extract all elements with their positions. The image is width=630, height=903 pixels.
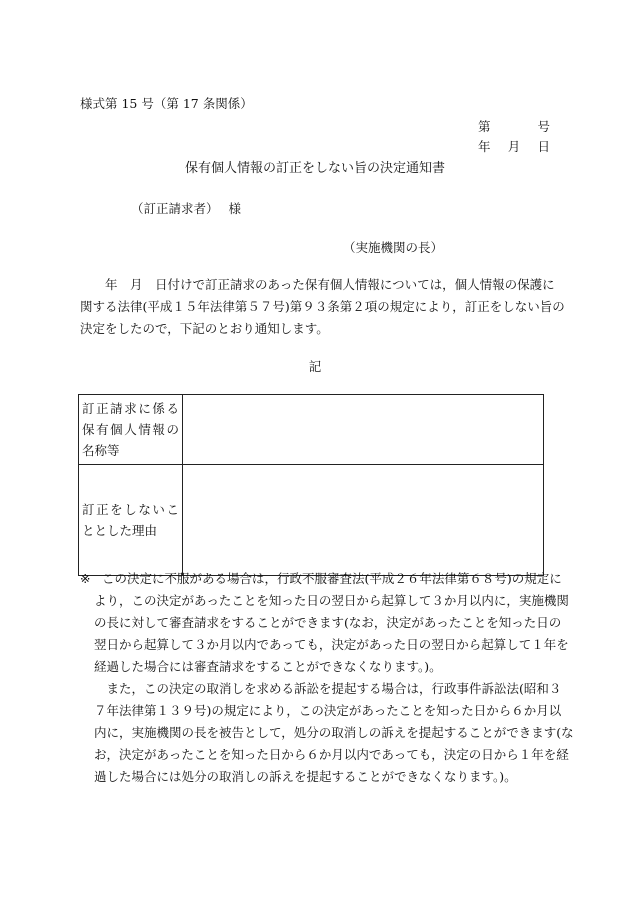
note-line: 過した場合には処分の取消しの訴えを提起することができなくなります。)。 <box>94 769 517 784</box>
document-date-line <box>478 137 550 155</box>
body-line: 関する法律(平成１５年法律第５７号)第９３条第２項の規定により，訂正をしない旨の <box>80 299 565 314</box>
document-number-line <box>478 117 550 135</box>
issuer: （実施機関の長） <box>343 240 444 255</box>
note-line: 内に，実施機関の長を被告として，処分の取消しの訴えを提起することができます(な <box>94 725 574 740</box>
appeal-notice <box>80 568 574 788</box>
note-line: 翌日から起算して３か月以内であっても，決定があった日の翌日から起算して１年を <box>94 637 569 652</box>
number-prefix: 第 <box>478 119 491 134</box>
note-line: また，この決定の取消しを求める訴訟を提起する場合は，行政事件訴訟法(昭和３ <box>94 681 562 696</box>
label-line: 名称等 <box>82 443 120 458</box>
note-mark: ※ <box>80 571 91 586</box>
body-line: 年 月 日付けで訂正請求のあった保有個人情報については，個人情報の保護に <box>80 277 555 292</box>
note-line: お，決定があったことを知った日から６か月以内であっても，決定の日から１年を経 <box>94 747 569 762</box>
number-suffix: 号 <box>537 119 550 134</box>
body-line: 決定をしたので，下記のとおり通知します。 <box>80 321 329 336</box>
date-day: 日 <box>537 139 550 154</box>
date-year: 年 <box>478 139 491 154</box>
document-title: 保有個人情報の訂正をしない旨の決定通知書 <box>184 161 445 176</box>
details-table <box>78 394 544 576</box>
row-label-reason <box>79 465 183 576</box>
date-month: 月 <box>507 139 521 154</box>
table-row <box>79 395 544 465</box>
addressee-honorific: 様 <box>228 201 242 216</box>
addressee-name: （訂正請求者） <box>131 201 219 216</box>
note-line <box>80 568 562 590</box>
row-label-info-name <box>79 395 183 465</box>
note-line: より，この決定があったことを知った日の翌日から起算して３か月以内に，実施機関 <box>94 593 569 608</box>
form-identifier: 様式第 15 号（第 17 条関係） <box>80 96 253 111</box>
notice-body <box>80 274 565 340</box>
addressee <box>131 199 241 217</box>
row-value-reason <box>183 465 544 576</box>
label-line: 訂正請求に係る <box>82 401 179 416</box>
label-line: 保有個人情報の <box>82 422 179 437</box>
table-row <box>79 465 544 576</box>
row-value-info-name <box>183 395 544 465</box>
label-line: ととした理由 <box>82 523 158 538</box>
label-line: 訂正をしないこ <box>82 502 179 517</box>
note-line: 経過した場合には審査請求をすることができなくなります。)。 <box>94 659 442 674</box>
note-line: の長に対して審査請求をすることができます(なお，決定があったことを知った日の <box>94 615 562 630</box>
note-line: ７年法律第１３９号)の規定により，この決定があったことを知った日から６か月以 <box>94 703 562 718</box>
ki-heading: 記 <box>308 359 322 374</box>
note-text: この決定に不服がある場合は，行政不服審査法(平成２６年法律第６８号)の規定に <box>102 571 562 586</box>
